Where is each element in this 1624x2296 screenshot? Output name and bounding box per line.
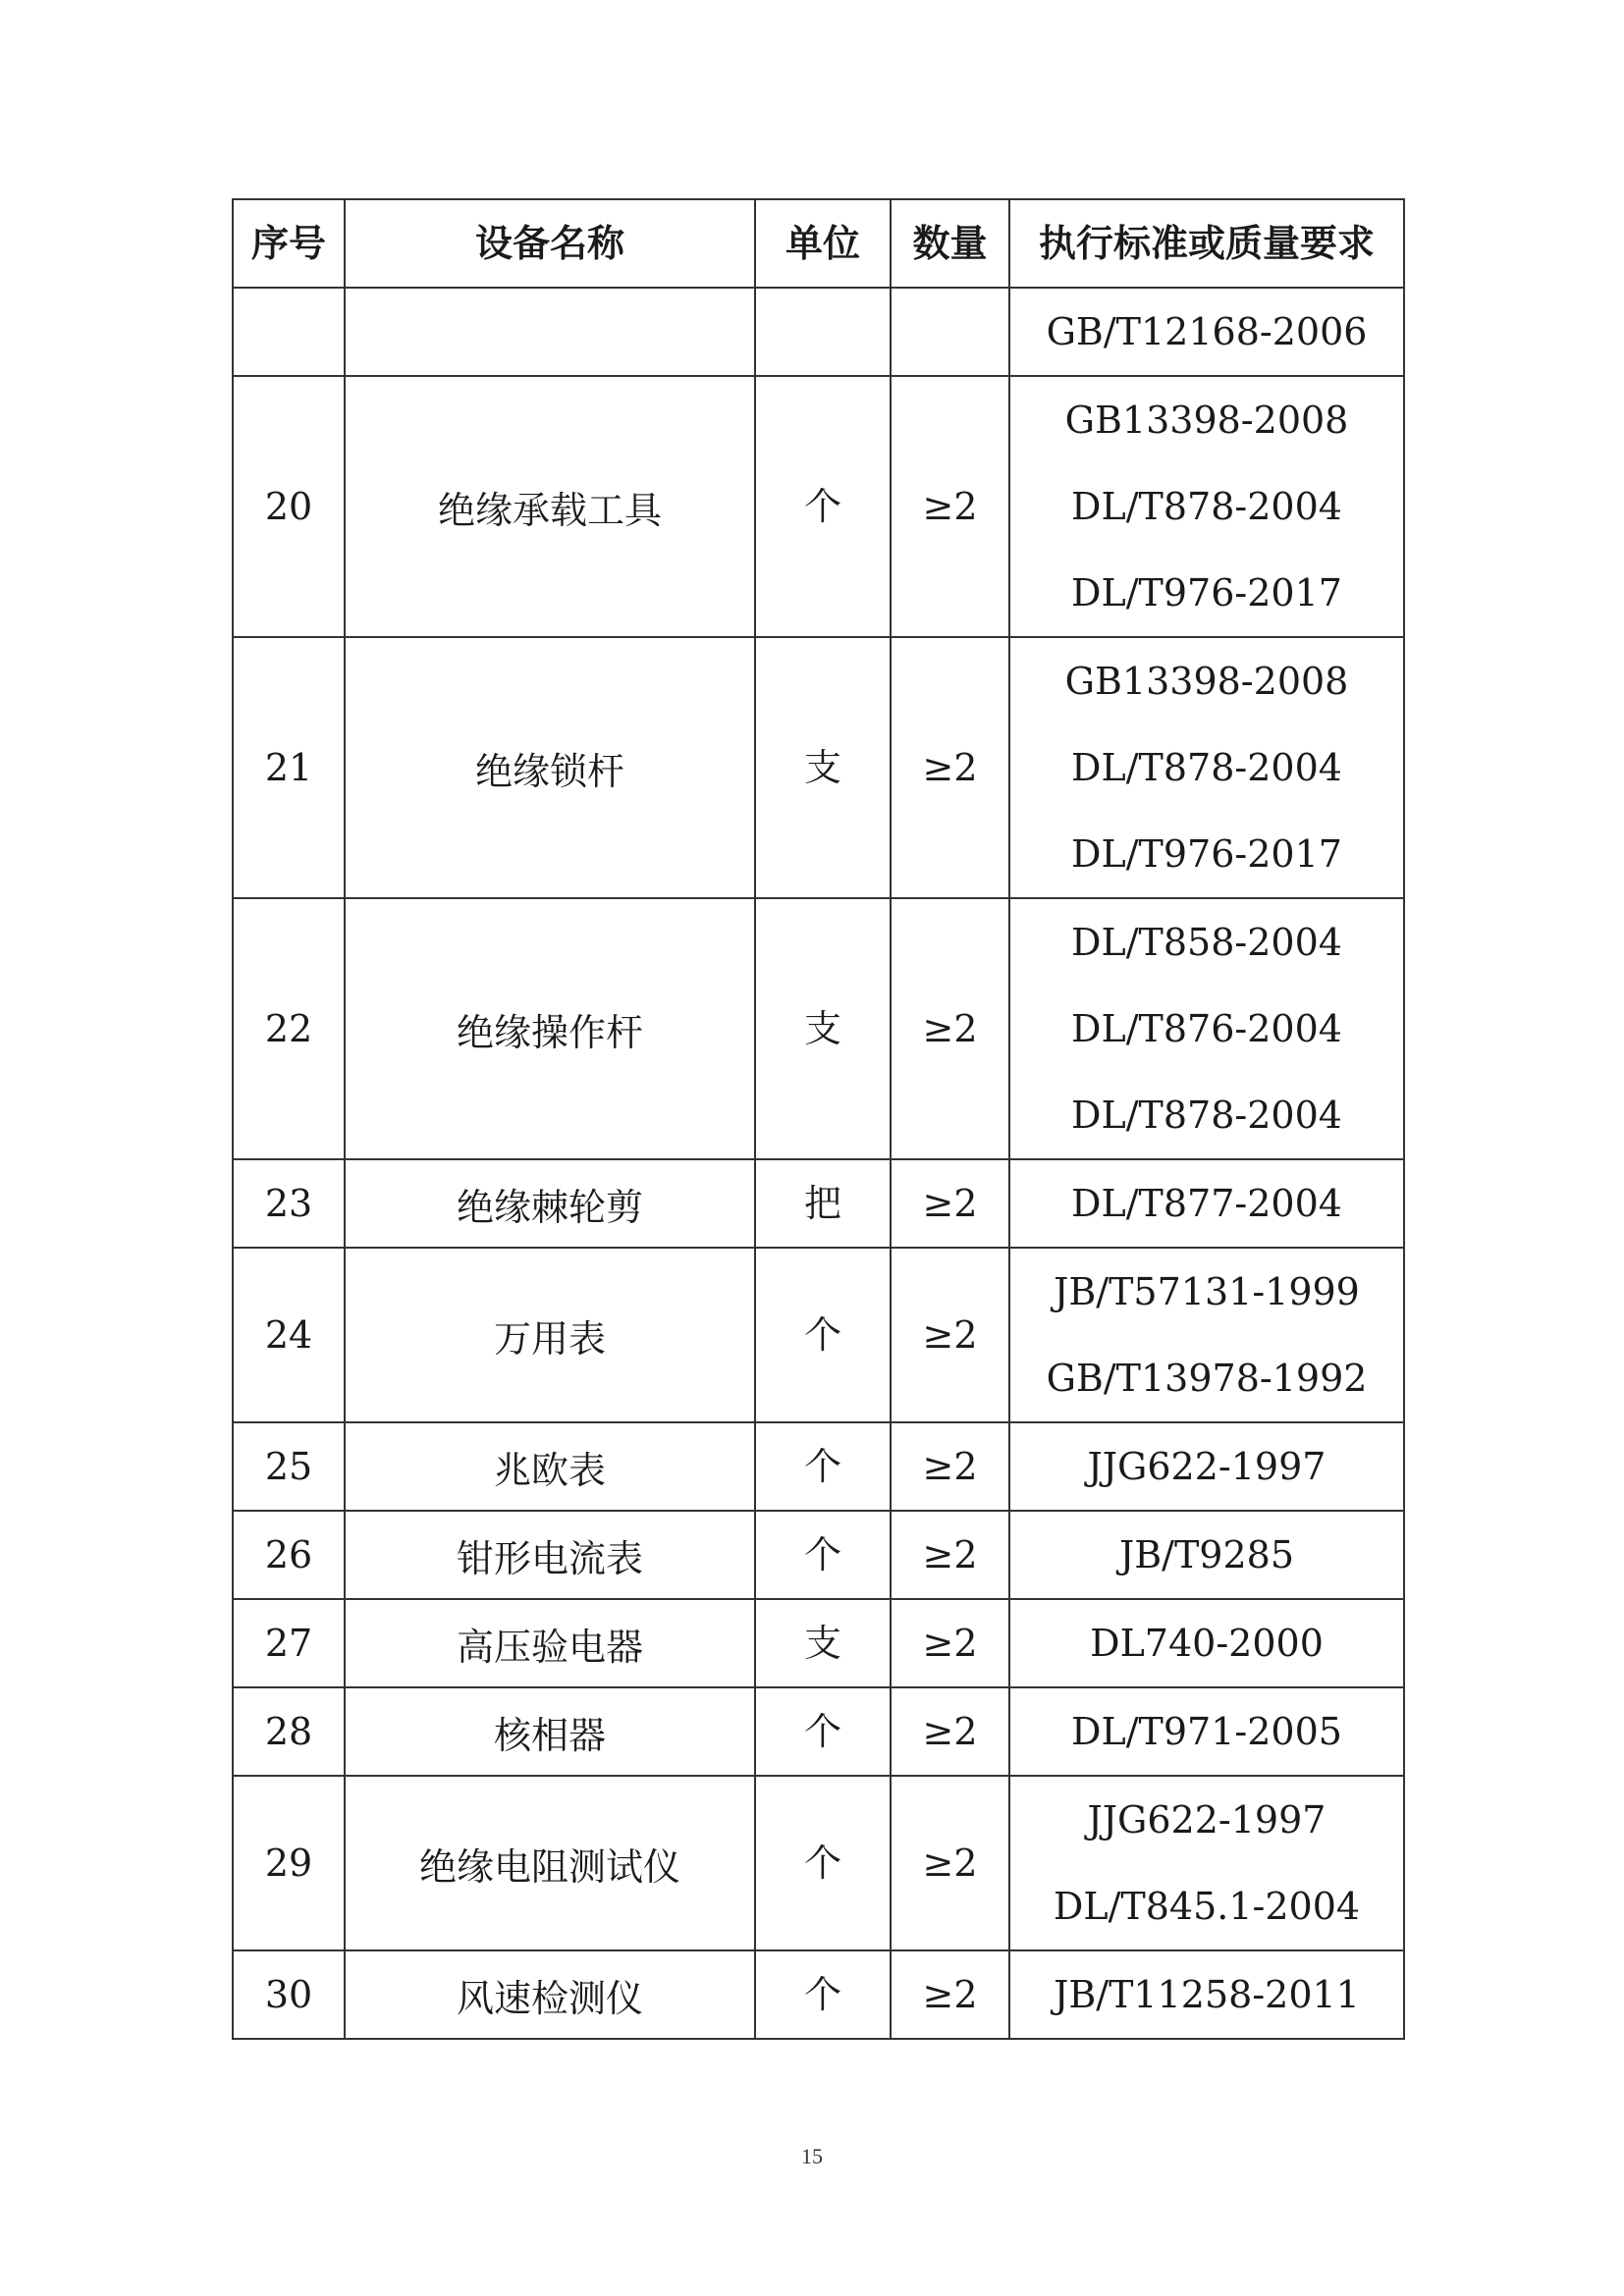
standard-item: DL740-2000 <box>1090 1622 1324 1665</box>
serial-no-cell: 30 <box>233 1950 345 2039</box>
standard-item: GB/T12168-2006 <box>1046 310 1368 353</box>
unit-cell: 个 <box>755 1776 891 1950</box>
serial-no-cell: 20 <box>233 376 345 637</box>
equipment-name-cell: 绝缘棘轮剪 <box>345 1159 755 1248</box>
standard-item: JB/T11258-2011 <box>1054 1973 1360 2016</box>
unit-cell: 把 <box>755 1159 891 1248</box>
serial-no-cell: 26 <box>233 1511 345 1599</box>
standard-item: GB/T13978-1992 <box>1046 1357 1368 1400</box>
table-row <box>233 288 1404 376</box>
standard-cell <box>1009 637 1404 898</box>
standard-cell <box>1009 1950 1404 2039</box>
standard-item: GB13398-2008 <box>1064 660 1349 703</box>
unit-cell <box>755 288 891 376</box>
quantity-cell: ≥2 <box>891 1776 1009 1950</box>
table-row <box>233 637 1404 898</box>
standard-cell <box>1009 288 1404 376</box>
table-row <box>233 1248 1404 1422</box>
quantity-cell <box>891 288 1009 376</box>
standard-item: DL/T877-2004 <box>1071 1182 1342 1225</box>
serial-no-cell: 27 <box>233 1599 345 1687</box>
quantity-cell: ≥2 <box>891 1248 1009 1422</box>
unit-cell: 个 <box>755 1687 891 1776</box>
equipment-table <box>232 198 1405 2040</box>
serial-no-cell: 23 <box>233 1159 345 1248</box>
standard-item: DL/T971-2005 <box>1071 1710 1342 1753</box>
standard-cell <box>1009 376 1404 637</box>
table-row <box>233 1159 1404 1248</box>
equipment-name-cell: 风速检测仪 <box>345 1950 755 2039</box>
table-row <box>233 1776 1404 1950</box>
header-equipment-name: 设备名称 <box>345 199 755 288</box>
equipment-name-cell: 绝缘操作杆 <box>345 898 755 1159</box>
table-row <box>233 1687 1404 1776</box>
table-row <box>233 376 1404 637</box>
quantity-cell: ≥2 <box>891 1159 1009 1248</box>
standard-item: JB/T9285 <box>1118 1533 1294 1576</box>
page-number: 15 <box>801 2144 823 2168</box>
equipment-name-cell: 万用表 <box>345 1248 755 1422</box>
standard-item: DL/T976-2017 <box>1071 832 1342 876</box>
equipment-name-cell <box>345 288 755 376</box>
quantity-cell: ≥2 <box>891 1599 1009 1687</box>
equipment-name-cell: 绝缘承载工具 <box>345 376 755 637</box>
serial-no-cell: 25 <box>233 1422 345 1511</box>
standard-item: GB13398-2008 <box>1064 399 1349 442</box>
table-row <box>233 1599 1404 1687</box>
standard-cell <box>1009 1511 1404 1599</box>
standard-item: DL/T858-2004 <box>1071 921 1342 964</box>
unit-cell: 个 <box>755 1511 891 1599</box>
standard-item: DL/T976-2017 <box>1071 571 1342 614</box>
table-row <box>233 1950 1404 2039</box>
header-unit: 单位 <box>755 199 891 288</box>
standard-cell <box>1009 1776 1404 1950</box>
unit-cell: 个 <box>755 1950 891 2039</box>
equipment-name-cell: 核相器 <box>345 1687 755 1776</box>
table-row <box>233 898 1404 1159</box>
table-body <box>233 288 1404 2039</box>
unit-cell: 个 <box>755 1422 891 1511</box>
standard-cell <box>1009 1687 1404 1776</box>
quantity-cell: ≥2 <box>891 1511 1009 1599</box>
standard-item: JB/T57131-1999 <box>1054 1270 1360 1313</box>
standard-item: DL/T876-2004 <box>1071 1007 1342 1050</box>
standard-cell <box>1009 898 1404 1159</box>
serial-no-cell <box>233 288 345 376</box>
standard-cell <box>1009 1248 1404 1422</box>
unit-cell: 个 <box>755 376 891 637</box>
unit-cell: 支 <box>755 637 891 898</box>
standard-item: DL/T878-2004 <box>1071 746 1342 789</box>
unit-cell: 支 <box>755 1599 891 1687</box>
quantity-cell: ≥2 <box>891 1687 1009 1776</box>
standard-item: DL/T845.1-2004 <box>1053 1885 1361 1928</box>
standard-item: JJG622-1997 <box>1087 1445 1326 1488</box>
standard-cell <box>1009 1159 1404 1248</box>
equipment-name-cell: 绝缘锁杆 <box>345 637 755 898</box>
serial-no-cell: 28 <box>233 1687 345 1776</box>
unit-cell: 支 <box>755 898 891 1159</box>
header-standard: 执行标准或质量要求 <box>1009 199 1404 288</box>
standard-cell <box>1009 1599 1404 1687</box>
serial-no-cell: 22 <box>233 898 345 1159</box>
table-row <box>233 1511 1404 1599</box>
serial-no-cell: 21 <box>233 637 345 898</box>
equipment-name-cell: 高压验电器 <box>345 1599 755 1687</box>
equipment-name-cell: 钳形电流表 <box>345 1511 755 1599</box>
quantity-cell: ≥2 <box>891 1422 1009 1511</box>
standard-cell <box>1009 1422 1404 1511</box>
equipment-name-cell: 绝缘电阻测试仪 <box>345 1776 755 1950</box>
standard-item: DL/T878-2004 <box>1071 485 1342 528</box>
header-row <box>233 199 1404 288</box>
quantity-cell: ≥2 <box>891 898 1009 1159</box>
quantity-cell: ≥2 <box>891 637 1009 898</box>
header-quantity: 数量 <box>891 199 1009 288</box>
equipment-name-cell: 兆欧表 <box>345 1422 755 1511</box>
quantity-cell: ≥2 <box>891 376 1009 637</box>
table-row <box>233 1422 1404 1511</box>
serial-no-cell: 24 <box>233 1248 345 1422</box>
standard-item: DL/T878-2004 <box>1071 1094 1342 1137</box>
standard-item: JJG622-1997 <box>1087 1798 1326 1842</box>
quantity-cell: ≥2 <box>891 1950 1009 2039</box>
header-serial-no: 序号 <box>233 199 345 288</box>
unit-cell: 个 <box>755 1248 891 1422</box>
serial-no-cell: 29 <box>233 1776 345 1950</box>
